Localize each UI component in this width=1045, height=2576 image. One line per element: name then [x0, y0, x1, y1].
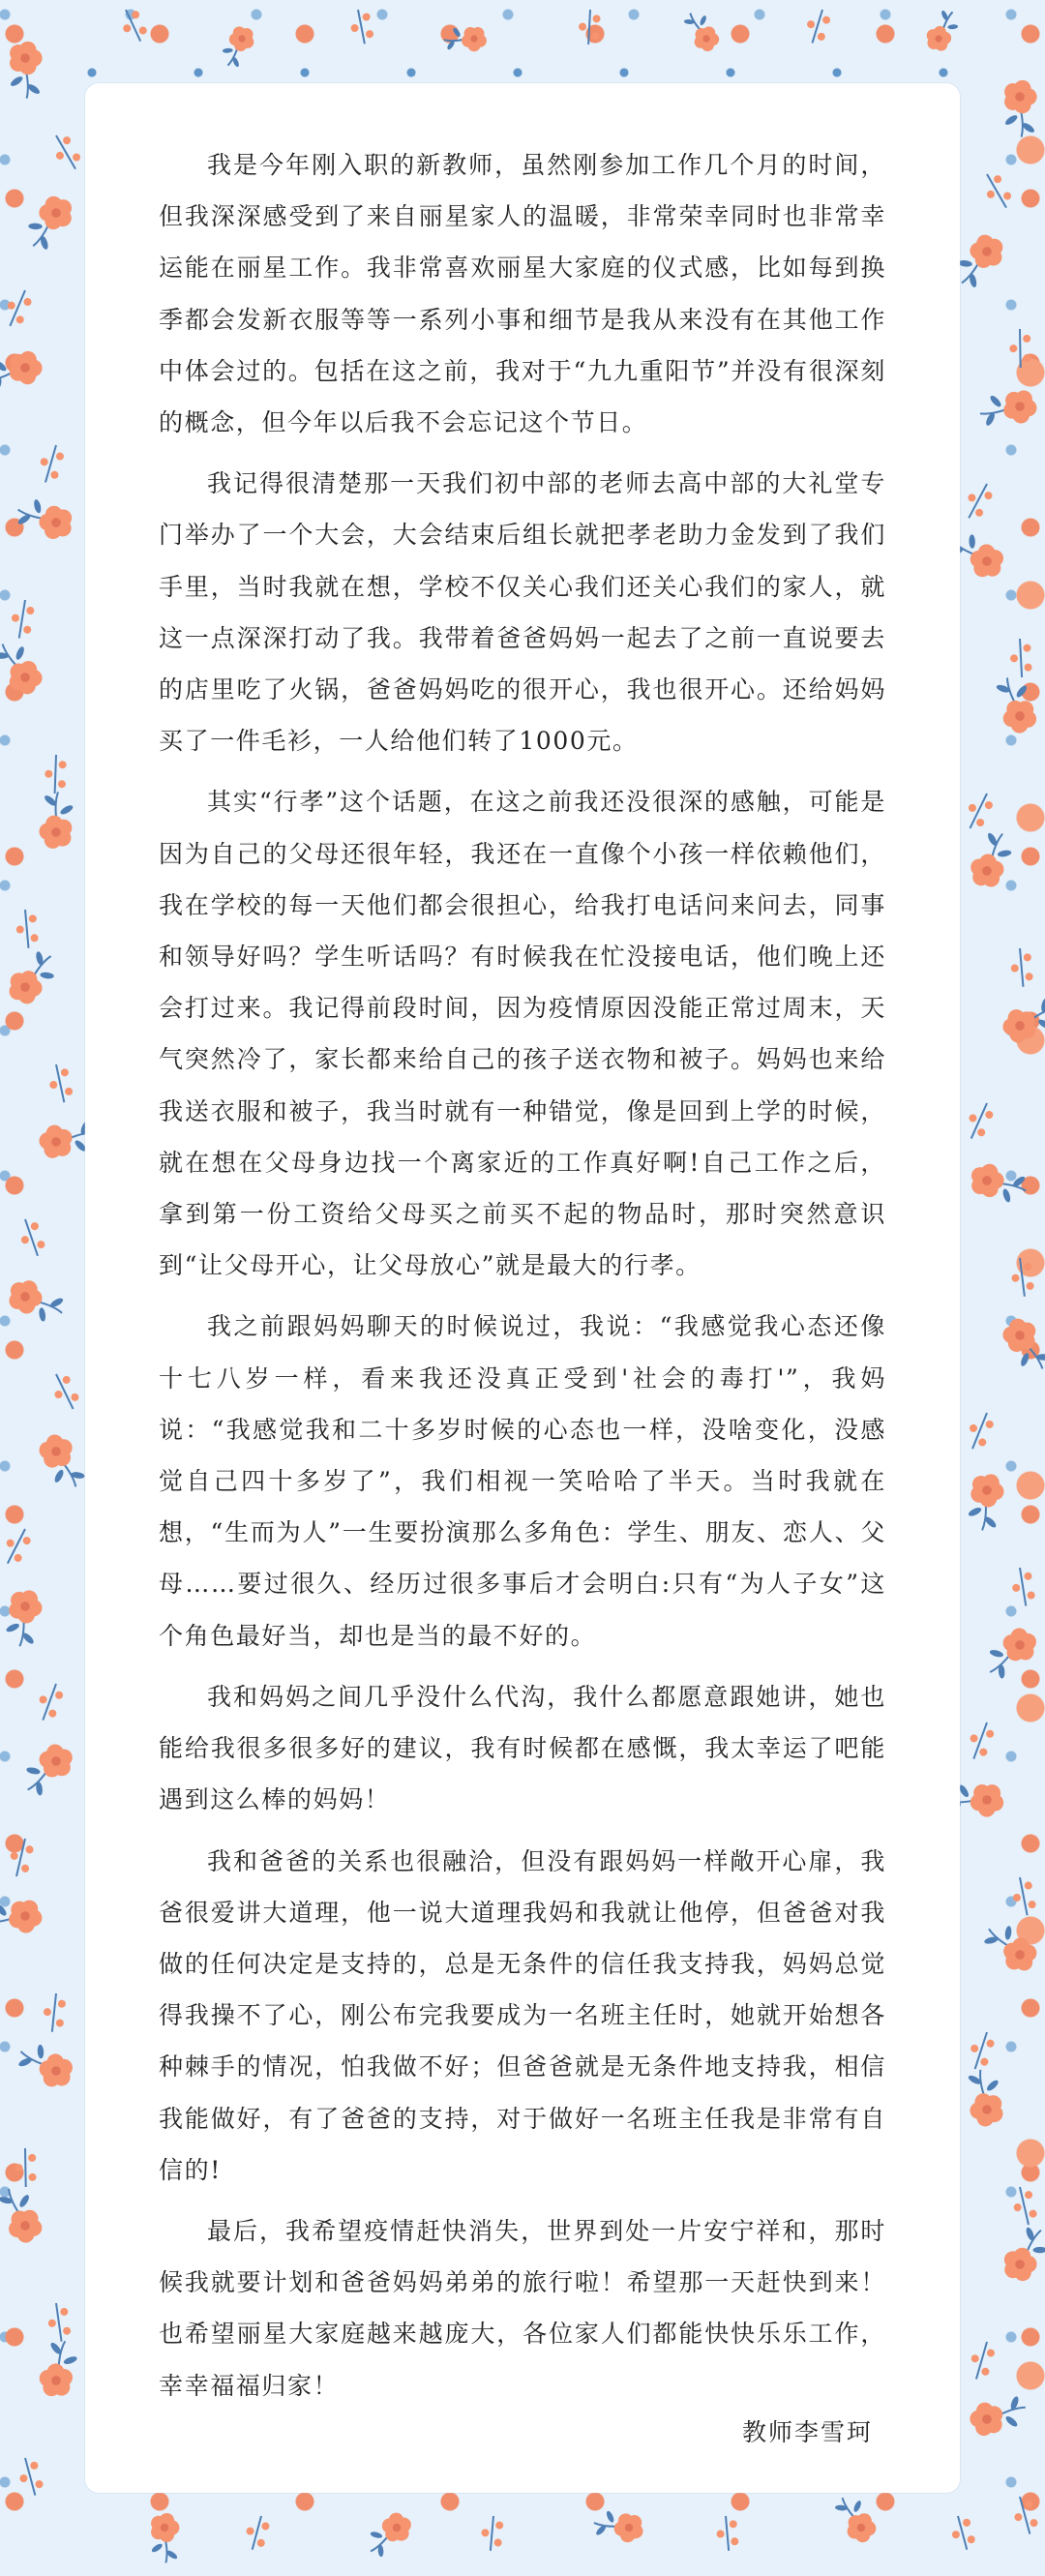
- sprig-icon: [1009, 638, 1032, 677]
- flower-icon: [0, 635, 47, 701]
- sprig-icon: [964, 1719, 997, 1762]
- flower-icon: [361, 2507, 418, 2561]
- sprig-icon: [45, 755, 67, 794]
- flower-icon: [830, 2490, 881, 2547]
- flower-icon: [0, 1899, 44, 1937]
- sprig-icon: [46, 131, 84, 175]
- flower-icon: [19, 190, 80, 255]
- flower-icon: [151, 2513, 180, 2562]
- sprig-icon: [963, 1409, 997, 1453]
- sprig-icon: [578, 9, 601, 45]
- sprig-icon: [15, 1215, 48, 1259]
- sprig-icon: [45, 1063, 75, 1105]
- flower-icon: [444, 27, 487, 52]
- sprig-icon: [966, 2339, 997, 2382]
- sprig-icon: [46, 1369, 82, 1414]
- sprig-icon: [242, 2513, 272, 2552]
- sprig-icon: [35, 442, 66, 486]
- sprig-icon: [6, 1837, 35, 1879]
- sprig-icon: [15, 909, 39, 949]
- sprig-icon: [347, 8, 374, 46]
- flower-icon: [680, 7, 723, 56]
- sprig-icon: [715, 2515, 739, 2552]
- sprig-icon: [116, 5, 150, 45]
- flower-icon: [998, 994, 1045, 1047]
- flower-icon: [967, 1159, 1030, 1208]
- sprig-icon: [15, 2148, 37, 2187]
- sprig-icon: [1009, 1875, 1037, 1917]
- flower-icon: [13, 2036, 78, 2094]
- flower-icon: [997, 2222, 1045, 2288]
- flower-icon: [0, 347, 45, 395]
- sprig-icon: [977, 169, 1015, 214]
- sprig-icon: [45, 2301, 72, 2343]
- flower-icon: [978, 388, 1039, 429]
- flower-icon: [15, 1738, 79, 1801]
- flower-icon: [978, 1916, 1043, 1979]
- flower-icon: [38, 791, 75, 851]
- flower-icon: [921, 6, 964, 55]
- sprig-icon: [15, 2455, 45, 2498]
- flower-icon: [3, 1274, 69, 1329]
- flower-icon: [965, 827, 1019, 893]
- sprig-icon: [33, 1680, 66, 1723]
- flower-icon: [2, 1587, 45, 1649]
- flower-icon: [1003, 80, 1036, 137]
- flower-icon: [993, 673, 1040, 736]
- flower-icon: [965, 1471, 1006, 1532]
- sprig-icon: [1009, 329, 1031, 368]
- letter-paragraph-1: 我是今年刚入职的新教师，虽然刚参加工作几个月的时间，但我深深感受到了来自丽星家人的温暖，非常荣幸同时也非常幸运能在丽星工作。我非常喜欢丽星大家庭的仪式感，比如每到换季都会发新衣服等等一系列小事和细节是我从来没有在其他工作中体会过的。包括在这之前，我对于“九九重阳节”并没有很深刻的概念，但今年以后我不会忘记这个节日。: [159, 151, 886, 437]
- sprig-icon: [1009, 947, 1033, 988]
- letter-paragraph-2: 我记得很清楚那一天我们初中部的老师去高中部的大礼堂专门举办了一个大会，大会结束后组长就把孝老助力金发到了我们手里，当时我就在想，学校不仅关心我们还关心我们的家人，就这一点深深打动了我。我带着爸爸妈妈一起去了之前一直说要去的店里吃了火锅，爸爸妈妈吃的很开心，我也很开心。还给妈妈买了一件毛衫，一人给他们转了1000元。: [159, 469, 886, 756]
- sprig-icon: [480, 2515, 504, 2552]
- flower-icon: [13, 494, 77, 545]
- sprig-icon: [802, 7, 833, 46]
- sprig-icon: [1009, 2185, 1038, 2228]
- letter-body: [159, 139, 886, 2421]
- sprig-icon: [0, 286, 35, 330]
- flower-icon: [0, 2182, 46, 2247]
- flower-icon: [9, 42, 42, 99]
- sprig-icon: [961, 789, 997, 833]
- letter-paragraph-6: 我和爸爸的关系也很融洽，但没有跟妈妈一样敞开心扉，我爸很爱讲大道理，他一说大道理我妈和我就让他停，但爸爸对我做的任何决定是支持的，总是无条件的信任我支持我，妈妈总觉得我操不了心，刚公布完我要成为一名班主任时，她就开始想各种棘手的情况，怕我做不好；但爸爸就是无条件地支持我，相信我能做好，有了爸爸的支持，对于做好一名班主任我是非常有自信的!: [159, 1846, 886, 2184]
- sprig-icon: [960, 479, 997, 524]
- flower-icon: [591, 2507, 645, 2544]
- flower-icon: [1, 945, 64, 1010]
- flower-icon: [998, 1312, 1045, 1378]
- sprig-icon: [1009, 2494, 1040, 2536]
- sprig-icon: [42, 1992, 67, 2033]
- sprig-icon: [1009, 1566, 1036, 1607]
- sprig-icon: [962, 1099, 997, 1143]
- sprig-icon: [0, 1524, 35, 1569]
- flower-icon: [979, 1622, 1044, 1684]
- sprig-icon: [947, 2513, 977, 2552]
- letter-paper: [85, 83, 960, 2493]
- letter-paragraph-5: 我和妈妈之间几乎没什么代沟，我什么都愿意跟她讲，她也能给我很多很多好的建议，我有时候都在感慨，我太幸运了吧能遇到这么棒的妈妈！: [159, 1682, 886, 1814]
- sprig-icon: [9, 598, 36, 640]
- flower-icon: [34, 1429, 89, 1495]
- sprig-icon: [965, 2029, 997, 2073]
- letter-paragraph-4: 我之前跟妈妈聊天的时候说过，我说：“我感觉我心态还像十七八岁一样，看来我还没真正受到'社会的毒打'”，我妈说：“我感觉我和二十多岁时候的心态也一样，没啥变化，没感觉自己四十多岁了”，我们相视一笑哈哈了半天。当时我就在想，“生而为人”一生要扮演那么多角色：学生、朋友、恋人、父母……要过很久、经历过很多事后才会明白:只有“为人子女”这个角色最好当，却也是当的最不好的。: [159, 1312, 886, 1650]
- letter-paragraph-3: 其实“行孝”这个话题，在这之前我还没很深的感触，可能是因为自己的父母还很年轻，我还在一直像个小孩一样依赖他们，我在学校的每一天他们都会很担心，给我打电话问来问去，同事和领导好吗？学生听话吗？有时候我在忙没接电话，他们晚上还会打过来。我记得前段时间，因为疫情原因没能正常过周末，天气突然冷了，家长都来给自己的孩子送衣物和被子。妈妈也来给我送衣服和被子，我当时就有一种错觉，像是回到上学的时候，就在想在父母身边找一个离家近的工作真好啊!自己工作之后，拿到第一份工资给父母买之前买不起的物品时，那时突然意识到“让父母开心，让父母放心”就是最大的行孝。: [159, 788, 886, 1280]
- sprig-icon: [1009, 1257, 1035, 1298]
- flower-icon: [36, 2337, 82, 2401]
- flower-icon: [217, 22, 259, 72]
- flower-icon: [967, 2392, 1030, 2439]
- letter-paragraph-7: 最后，我希望疫情赶快消失，世界到处一片安宁祥和，那时候我就要计划和爸爸妈妈弟弟的旅行啦！希望那一天赶快到来！也希望丽星大家庭越来越庞大，各位家人们都能快快乐乐工作，幸幸福福归家！: [159, 2216, 886, 2400]
- flower-icon: [965, 2068, 1004, 2128]
- letter-signature: 教师李雪珂: [741, 2418, 873, 2446]
